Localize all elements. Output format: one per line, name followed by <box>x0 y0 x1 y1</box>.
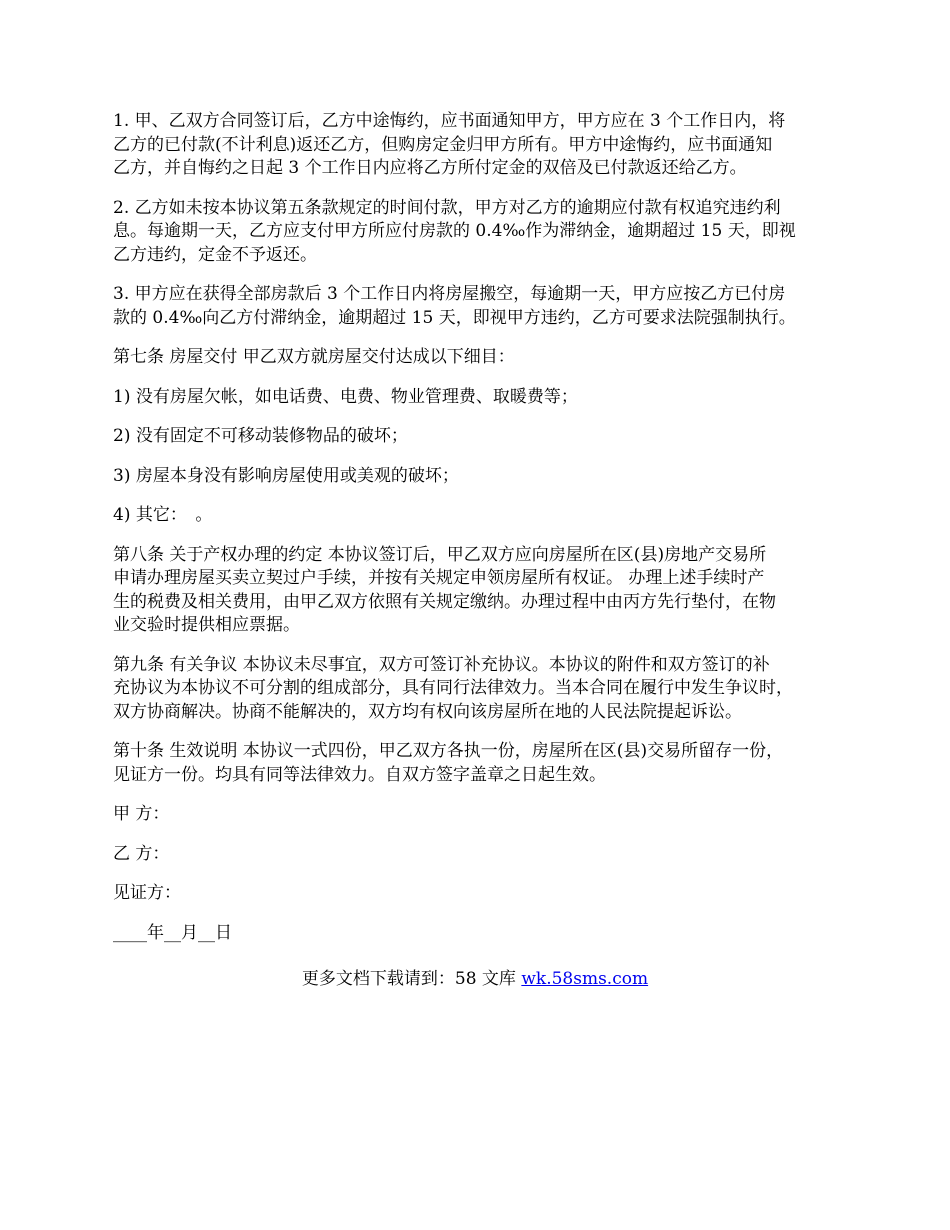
date-line: ____年__月__日 <box>113 922 232 943</box>
article-8-line: 申请办理房屋买卖立契过户手续，并按有关规定申领房屋所有权证。 办理上述手续时产 <box>113 568 765 588</box>
article-10 <box>113 740 853 787</box>
footer <box>0 968 950 992</box>
clause-3 <box>113 283 853 330</box>
footer-text: 更多文档下载请到：58 文库 <box>301 969 522 989</box>
witness-signature-line: 见证方： <box>113 883 181 903</box>
clause-3-line: 款的 0.4‰向乙方付滞纳金，逾期超过 15 天，即视甲方违约，乙方可要求法院强制执行。 <box>113 307 796 328</box>
clause-1 <box>113 110 853 181</box>
article-8-line: 生的税费及相关费用，由甲乙双方依照有关规定缴纳。办理过程中由丙方先行垫付，在物 <box>113 591 776 612</box>
article-9-line: 第九条 有关争议 本协议未尽事宜，双方可签订补充协议。本协议的附件和双方签订的补 <box>113 654 770 675</box>
clause-1-line: 乙方，并自悔约之日起 3 个工作日内应将乙方所付定金的双倍及已付款返还给乙方。 <box>113 158 747 178</box>
clause-2 <box>113 197 853 268</box>
article-9 <box>113 654 853 725</box>
article-9-line: 双方协商解决。协商不能解决的，双方均有权向该房屋所在地的人民法院提起诉讼。 <box>113 701 742 722</box>
clause-1-line: 乙方的已付款(不计利息)返还乙方，但购房定金归甲方所有。甲方中途悔约，应书面通知 <box>113 134 773 155</box>
delivery-item-1: 1) 没有房屋欠帐，如电话费、电费、物业管理费、取暖费等； <box>113 386 578 407</box>
clause-1-line: 1. 甲、乙双方合同签订后，乙方中途悔约，应书面通知甲方，甲方应在 3 个工作日内，将 <box>113 111 786 131</box>
article-8-line: 第八条 关于产权办理的约定 本协议签订后，甲乙双方应向房屋所在区(县)房地产交易所 <box>113 544 767 565</box>
article-10-line: 见证方一份。均具有同等法律效力。自双方签字盖章之日起生效。 <box>113 764 606 785</box>
footer-link[interactable]: wk.58sms.com <box>521 969 649 989</box>
delivery-item-3: 3) 房屋本身没有影响房屋使用或美观的破坏； <box>113 465 459 486</box>
party-a-signature-line: 甲 方： <box>113 804 170 824</box>
article-8-line: 业交验时提供相应票据。 <box>113 615 300 635</box>
document-body <box>113 110 853 961</box>
clause-2-line: 息。每逾期一天，乙方应支付甲方所应付房款的 0.4‰作为滞纳金，逾期超过 15 天，即视 <box>113 221 796 241</box>
article-9-line: 充协议为本协议不可分割的组成部分，具有同行法律效力。当本合同在履行中发生争议时， <box>113 678 793 698</box>
clause-2-line: 乙方违约，定金不予返还。 <box>113 244 317 265</box>
article-8 <box>113 544 853 638</box>
delivery-item-2: 2) 没有固定不可移动装修物品的破坏； <box>113 426 408 446</box>
clause-2-line: 2. 乙方如未按本协议第五条款规定的时间付款，甲方对乙方的逾期应付款有权追究违约利 <box>113 197 781 218</box>
article-10-line: 第十条 生效说明 本协议一式四份，甲乙双方各执一份，房屋所在区(县)交易所留存一份， <box>113 741 784 761</box>
party-b-signature-line: 乙 方： <box>113 843 170 864</box>
article-7-heading: 第七条 房屋交付 甲乙双方就房屋交付达成以下细目： <box>113 347 515 367</box>
delivery-item-4: 4) 其它： 。 <box>113 505 213 525</box>
clause-3-line: 3. 甲方应在获得全部房款后 3 个工作日内将房屋搬空，每逾期一天，甲方应按乙方已付房 <box>113 284 786 304</box>
